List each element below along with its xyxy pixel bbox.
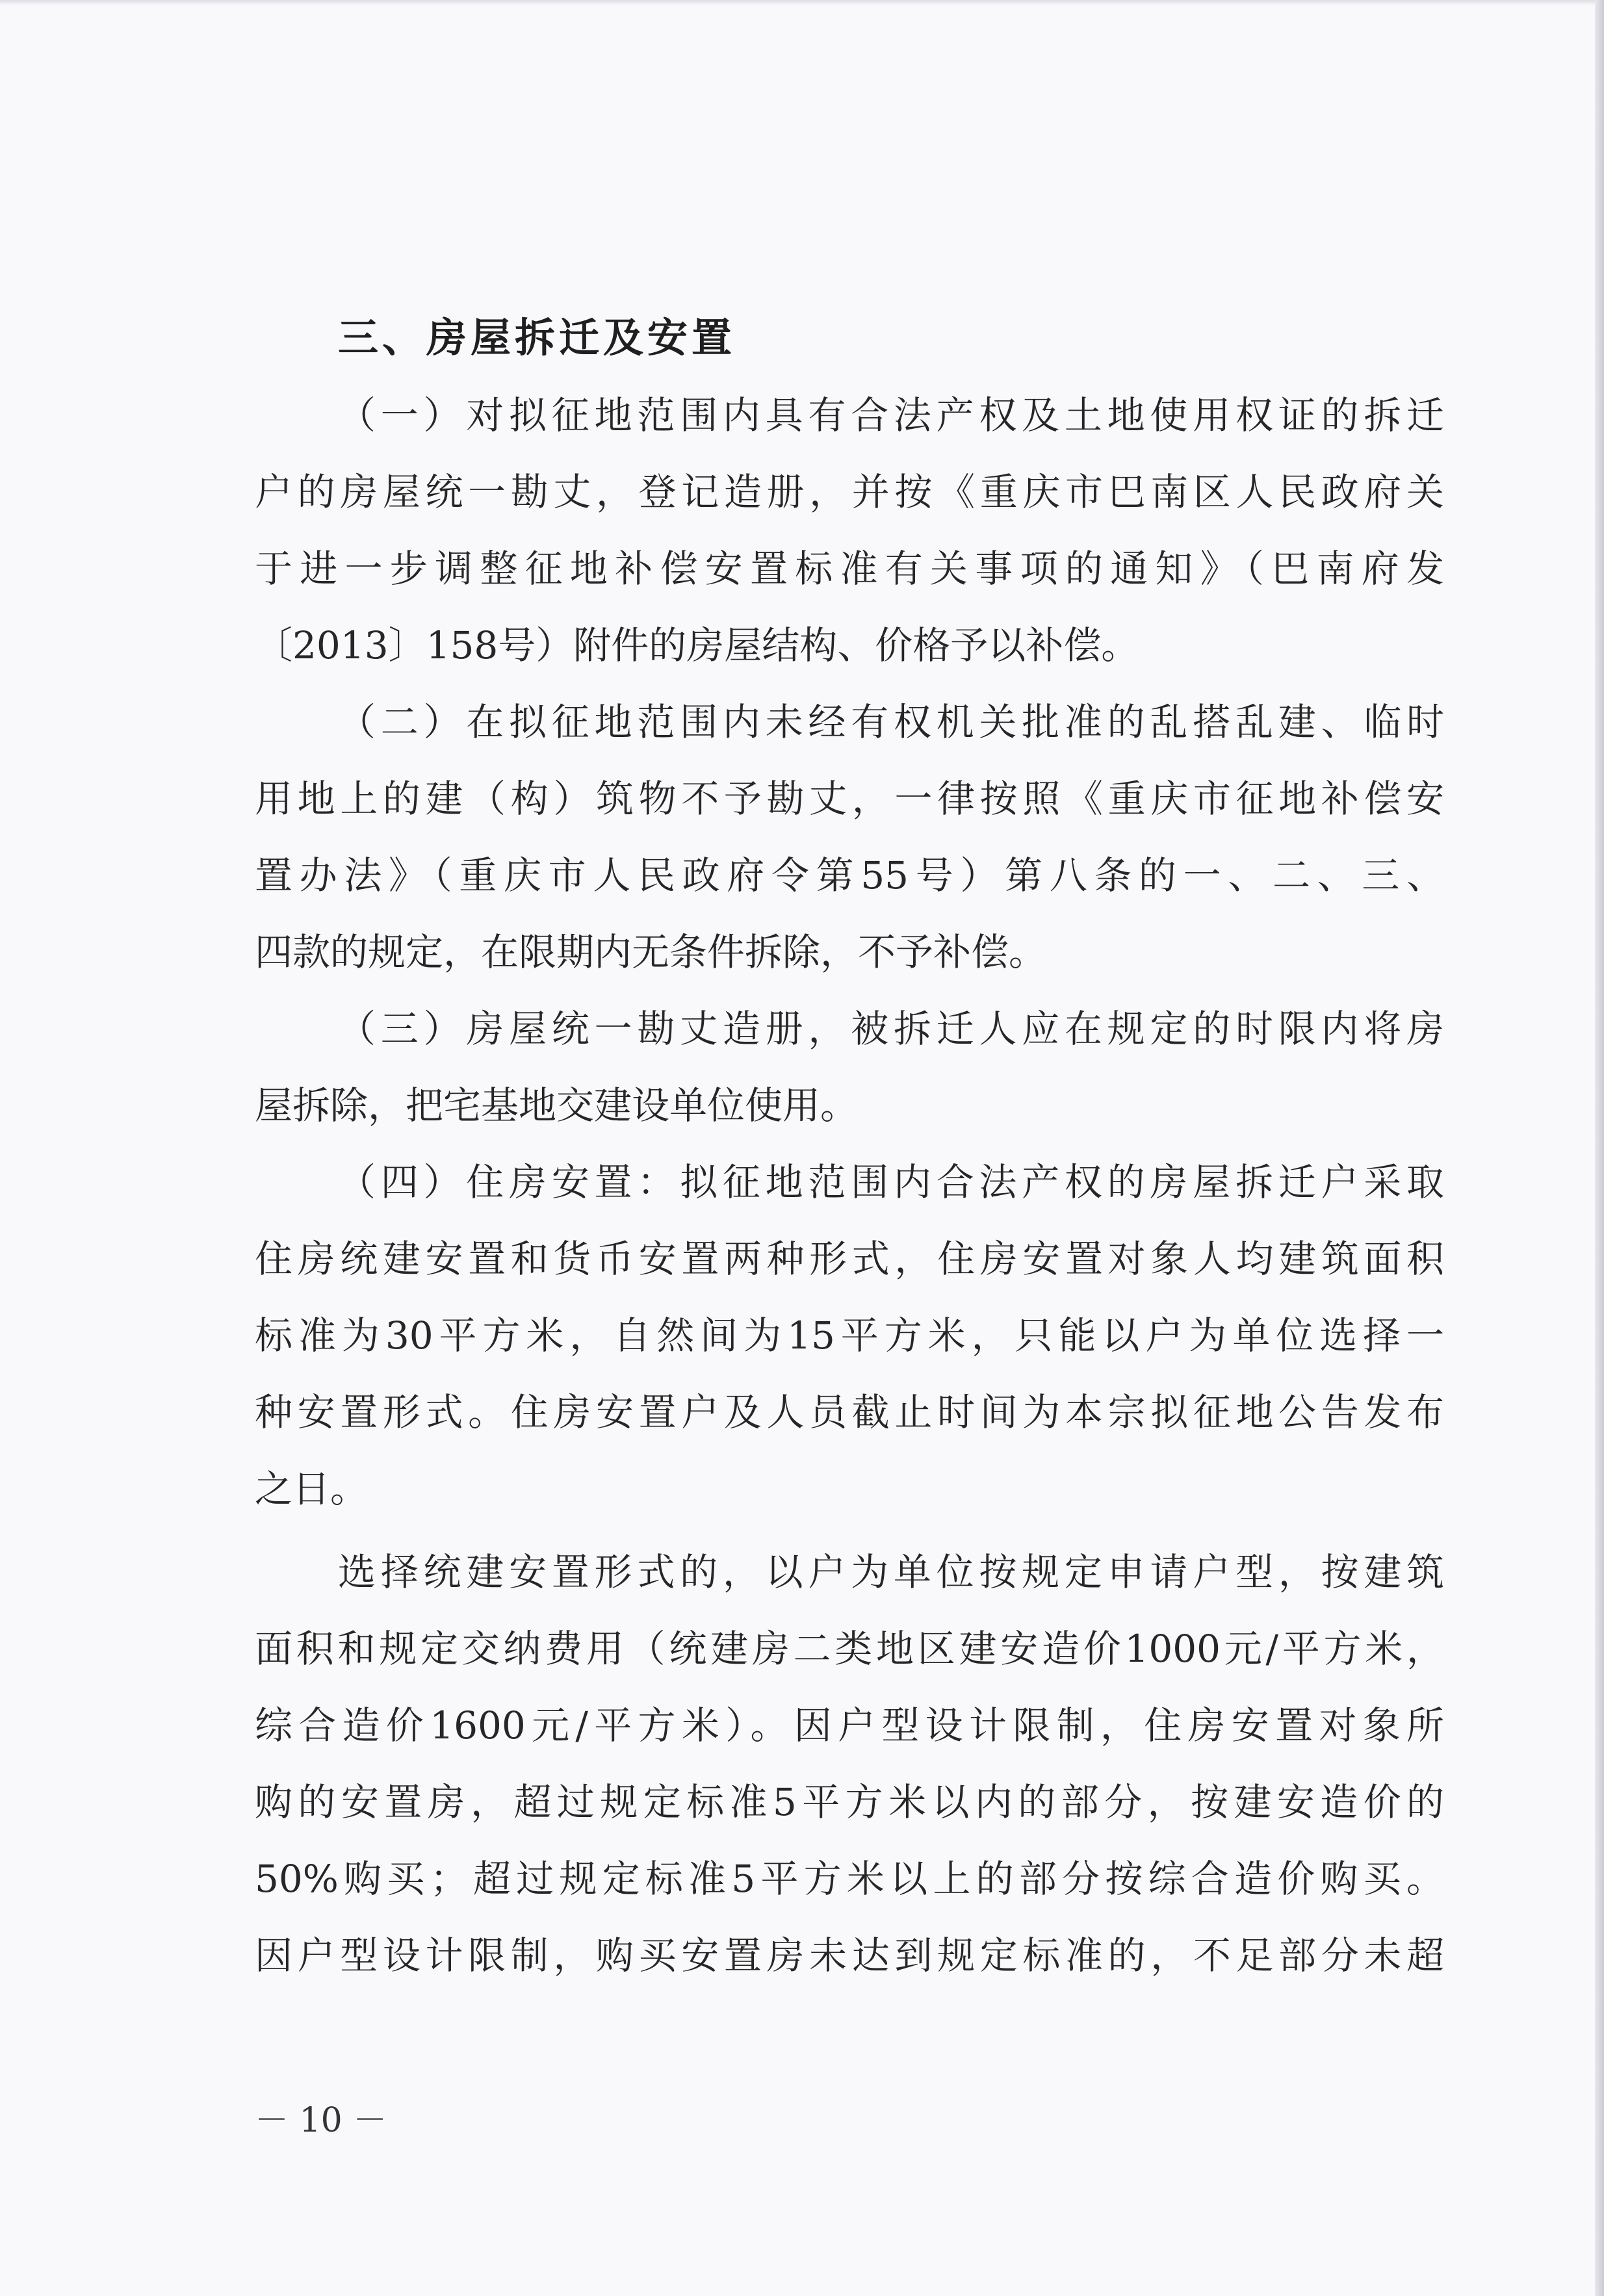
paragraph-2-line-1: （二）在拟征地范围内未经有权机关批准的乱搭乱建、临时 xyxy=(338,700,1444,744)
paragraph-5-line-5: 50%购买；超过规定标准5平方米以上的部分按综合造价购买。 xyxy=(255,1857,1444,1901)
scan-edge-top xyxy=(0,0,1604,5)
paragraph-4-line-5: 之日。 xyxy=(255,1467,369,1511)
section-heading: 三、房屋拆迁及安置 xyxy=(338,314,736,361)
paragraph-5-line-3: 综合造价1600元/平方米）。因户型设计限制，住房安置对象所 xyxy=(255,1703,1444,1748)
paragraph-5-line-6: 因户型设计限制，购买安置房未达到规定标准的，不足部分未超 xyxy=(255,1933,1444,1978)
paragraph-4-line-1: （四）住房安置：拟征地范围内合法产权的房屋拆迁户采取 xyxy=(338,1160,1444,1204)
paragraph-2-line-4: 四款的规定，在限期内无条件拆除，不予补偿。 xyxy=(255,930,1047,974)
page-number: － 10 － xyxy=(255,2101,387,2140)
paragraph-5-line-2: 面积和规定交纳费用（统建房二类地区建安造价1000元/平方米， xyxy=(255,1627,1444,1671)
paragraph-1-line-1: （一）对拟征地范围内具有合法产权及土地使用权证的拆迁 xyxy=(338,393,1444,437)
paragraph-1-line-2: 户的房屋统一勘丈，登记造册，并按《重庆市巴南区人民政府关 xyxy=(255,470,1444,514)
scan-edge-right xyxy=(1595,0,1604,2296)
paragraph-3-line-1: （三）房屋统一勘丈造册，被拆迁人应在规定的时限内将房 xyxy=(338,1007,1444,1051)
paragraph-5-line-1: 选择统建安置形式的，以户为单位按规定申请户型，按建筑 xyxy=(338,1550,1444,1594)
paragraph-3-line-2: 屋拆除，把宅基地交建设单位使用。 xyxy=(255,1083,859,1128)
paragraph-5-line-4: 购的安置房，超过规定标准5平方米以内的部分，按建安造价的 xyxy=(255,1780,1444,1824)
paragraph-2-line-3: 置办法》（重庆市人民政府令第55号）第八条的一、二、三、 xyxy=(255,853,1444,897)
paragraph-4-line-3: 标准为30平方米，自然间为15平方米，只能以户为单位选择一 xyxy=(255,1313,1444,1358)
paragraph-4-line-4: 种安置形式。住房安置户及人员截止时间为本宗拟征地公告发布 xyxy=(255,1390,1444,1434)
paragraph-2-line-2: 用地上的建（构）筑物不予勘丈，一律按照《重庆市征地补偿安 xyxy=(255,777,1444,821)
paragraph-4-line-2: 住房统建安置和货币安置两种形式，住房安置对象人均建筑面积 xyxy=(255,1237,1444,1281)
paragraph-1-line-3: 于进一步调整征地补偿安置标准有关事项的通知》（巴南府发 xyxy=(255,547,1444,591)
paragraph-1-line-4: 〔2013〕158号）附件的房屋结构、价格予以补偿。 xyxy=(255,623,1139,667)
